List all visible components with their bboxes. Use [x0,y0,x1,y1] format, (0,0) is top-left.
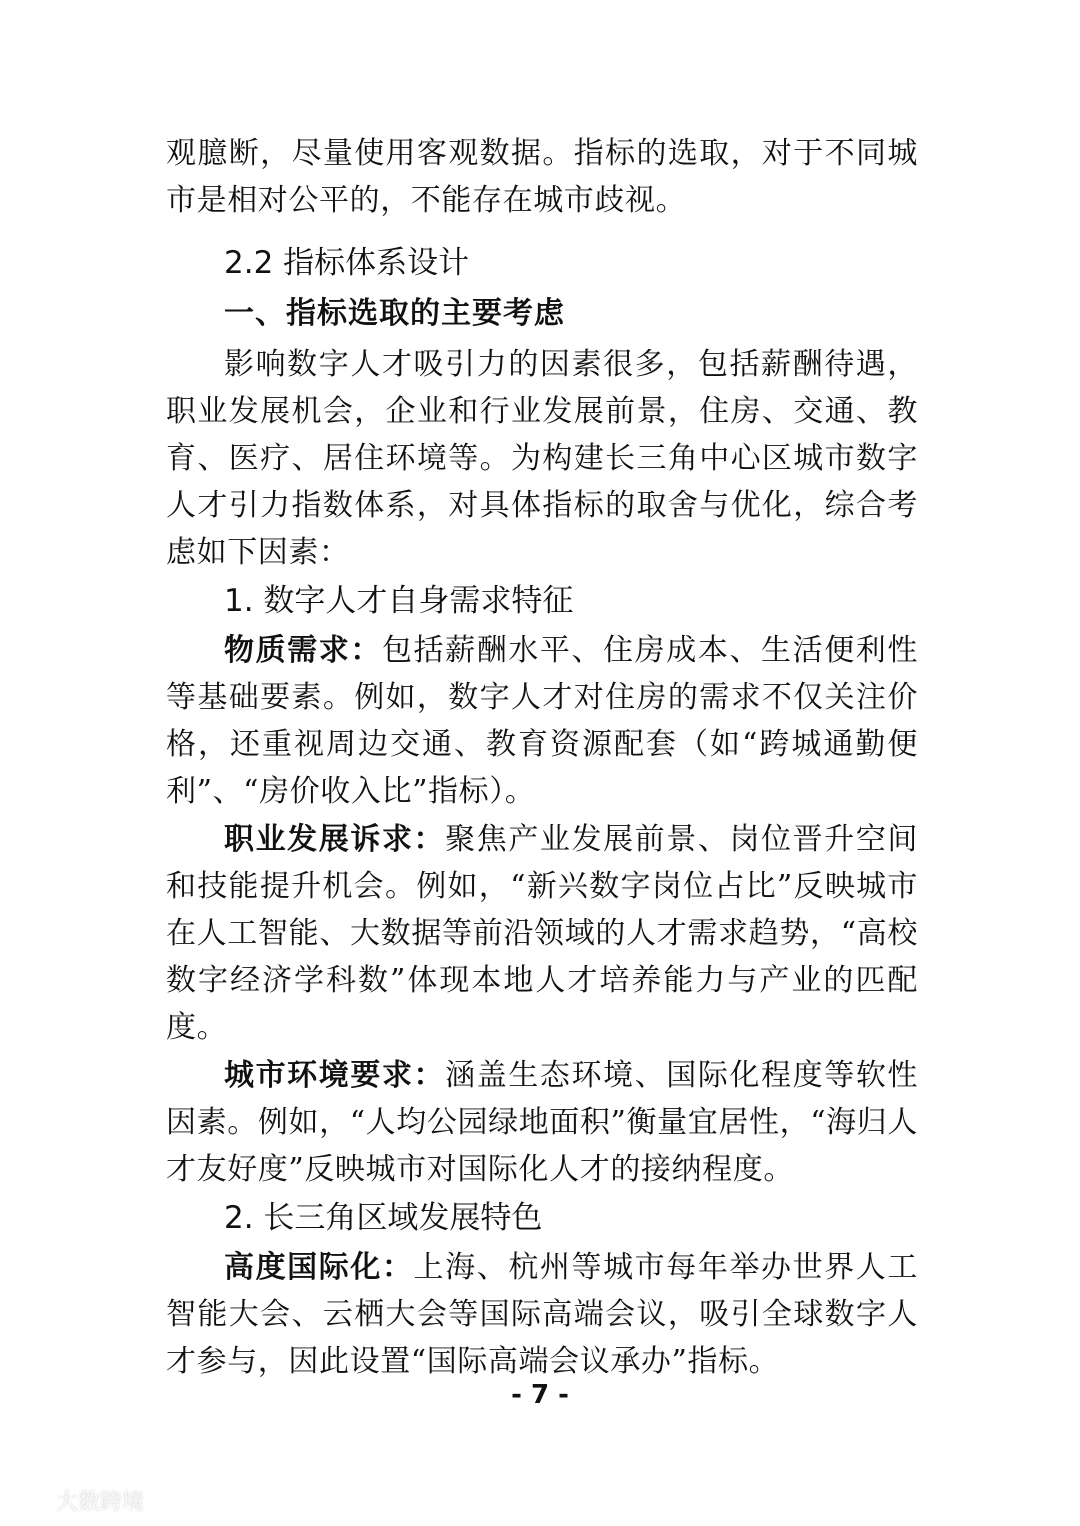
body-internationalization: 上海、杭州等城市每年举办世界人工智能大会、云栖大会等国际高端会议，吸引全球数字人才参与，因此设置“国际高端会议承办”指标。 [166,1250,918,1379]
body-city-environment: 涵盖生态环境、国际化程度等软性因素。例如，“人均公园绿地面积”衡量宜居性，“海归人才友好度”反映城市对国际化人才的接纳程度。 [166,1058,919,1187]
watermark-text: 大数跨境 [56,1490,145,1515]
body-material-needs: 包括薪酬水平、住房成本、生活便利性等基础要素。例如，数字人才对住房的需求不仅关注价格，还重视周边交通、教育资源配套（如“跨城通勤便利”、“房价收入比”指标）。 [166,633,918,809]
section-title-2-2: 2.2 指标体系设计 [224,245,470,281]
paragraph-city-environment [166,1052,918,1193]
paragraph-internationalization [166,1244,918,1385]
lead-internationalization: 高度国际化： [224,1250,414,1285]
paragraph-career-development [166,816,918,1051]
paragraph-material-needs [166,627,918,815]
page-body [166,130,918,1385]
lead-city-environment: 城市环境要求： [224,1058,446,1093]
numbered-heading-1: 1. 数字人才自身需求特征 [224,583,574,619]
paragraph-continued: 观臆断，尽量使用客观数据。指标的选取，对于不同城市是相对公平的，不能存在城市歧视。 [166,136,918,218]
watermark [12,1485,144,1516]
subsection-heading-1: 一、指标选取的主要考虑 [224,296,565,331]
body-career-development: 聚焦产业发展前景、岗位晋升空间和技能提升机会。例如，“新兴数字岗位占比”反映城市在人工智能、大数据等前沿领域的人才需求趋势，“高校数字经济学科数”体现本地人才培养能力与产业的匹配度。 [166,822,919,1045]
numbered-heading-2: 2. 长三角区域发展特色 [224,1200,543,1236]
page-number: - 7 - [511,1380,569,1410]
lead-career-development: 职业发展诉求： [224,822,446,857]
paragraph-factors-intro: 影响数字人才吸引力的因素很多，包括薪酬待遇，职业发展机会，企业和行业发展前景，住房、交通、教育、医疗、居住环境等。为构建长三角中心区城市数字人才引力指数体系，对具体指标的取舍与优化，综合考虑如下因素： [166,347,918,570]
weibo-icon [12,1487,50,1515]
lead-material-needs: 物质需求： [224,633,382,668]
